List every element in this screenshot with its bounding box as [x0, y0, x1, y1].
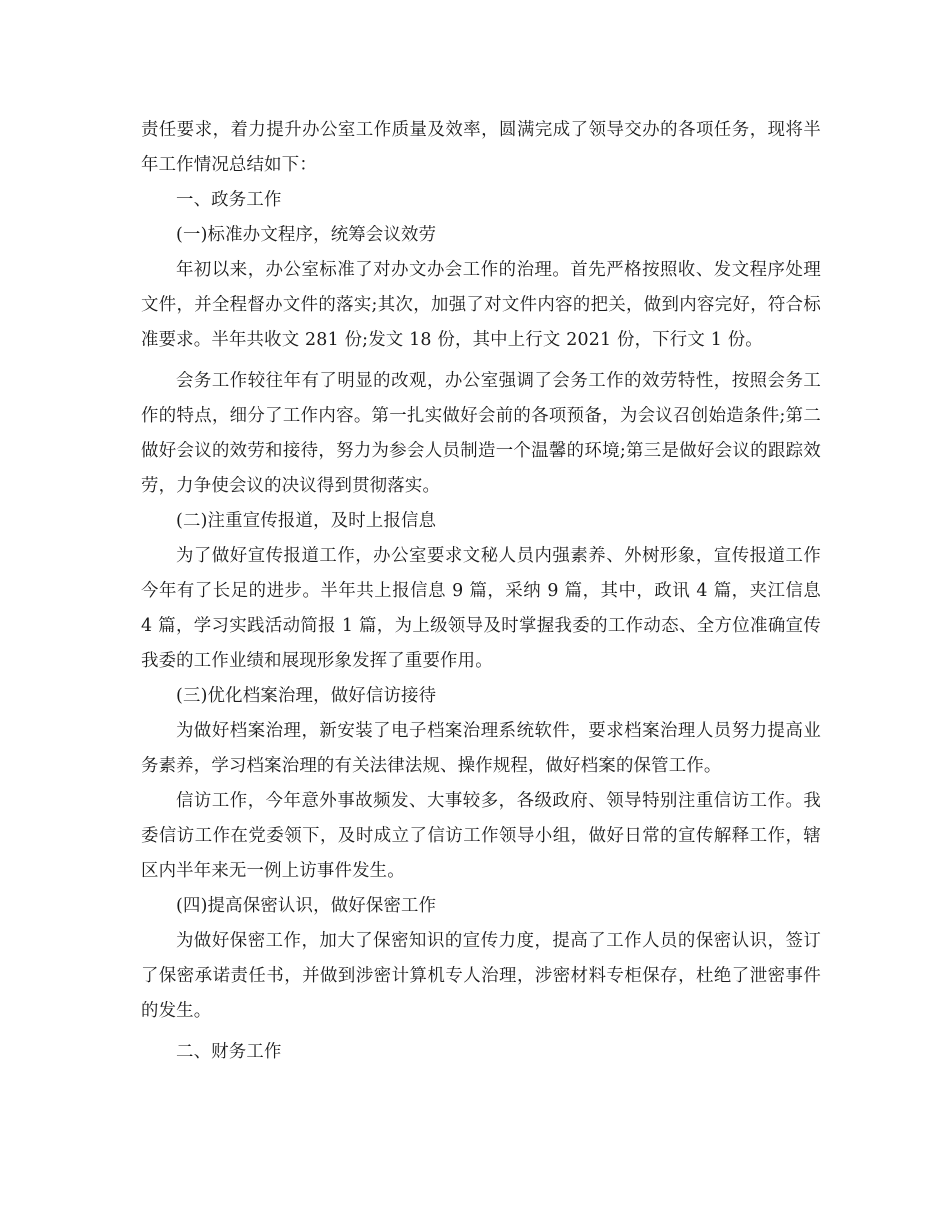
document-page — [141, 113, 821, 1070]
section-heading-finance: 二、财务工作 — [176, 1042, 282, 1062]
subsection-heading-document-procedure: (一)标准办文程序，统筹会议效劳 — [176, 225, 437, 245]
subsection-heading-publicity: (二)注重宣传报道，及时上报信息 — [176, 511, 437, 531]
paragraph-archive-management: 为做好档案治理，新安装了电子档案治理系统软件，要求档案治理人员努力提高业务素养，学习档案治理的有关法律法规、操作规程，做好档案的保管工作。 — [141, 721, 821, 776]
paragraph-publicity-reporting: 为了做好宣传报道工作，办公室要求文秘人员内强素养、外树形象，宣传报道工作今年有了长足的进步。半年共上报信息 9 篇，采纳 9 篇，其中，政讯 4 篇，夹江信息 4 篇，学习实践活动简报 1 篇，为上级领导及时掌握我委的工作动态、全方位准确宣传我委的工作业绩和展现形象发挥了重要作用。 — [141, 546, 821, 671]
subsection-heading-archives: (三)优化档案治理，做好信访接待 — [176, 686, 437, 706]
paragraph-petition-work: 信访工作，今年意外事故频发、大事较多，各级政府、领导特别注重信访工作。我委信访工作在党委领下，及时成立了信访工作领导小组，做好日常的宣传解释工作，辖区内半年来无一例上访事件发生。 — [141, 791, 821, 881]
section-heading-government-affairs: 一、政务工作 — [176, 190, 282, 210]
paragraph-intro-continuation: 责任要求，着力提升办公室工作质量及效率，圆满完成了领导交办的各项任务，现将半年工作情况总结如下： — [141, 120, 821, 175]
paragraph-meeting-services: 会务工作较往年有了明显的改观，办公室强调了会务工作的效劳特性，按照会务工作的特点，细分了工作内容。第一扎实做好会前的各项预备，为会议召创始造条件;第二做好会议的效劳和接待，努力为参会人员制造一个温馨的环境;第三是做好会议的跟踪效劳，力争使会议的决议得到贯彻落实。 — [141, 371, 821, 496]
paragraph-document-handling: 年初以来，办公室标准了对办文办会工作的治理。首先严格按照收、发文程序处理文件，并全程督办文件的落实;其次，加强了对文件内容的把关，做到内容完好，符合标准要求。半年共收文 281 份;发文 18 份，其中上行文 2021 份，下行文 1 份。 — [141, 260, 821, 350]
paragraph-confidentiality-work: 为做好保密工作，加大了保密知识的宣传力度，提高了工作人员的保密认识，签订了保密承诺责任书，并做到涉密计算机专人治理，涉密材料专柜保存，杜绝了泄密事件的发生。 — [141, 931, 821, 1021]
subsection-heading-confidentiality: (四)提高保密认识，做好保密工作 — [176, 896, 437, 916]
